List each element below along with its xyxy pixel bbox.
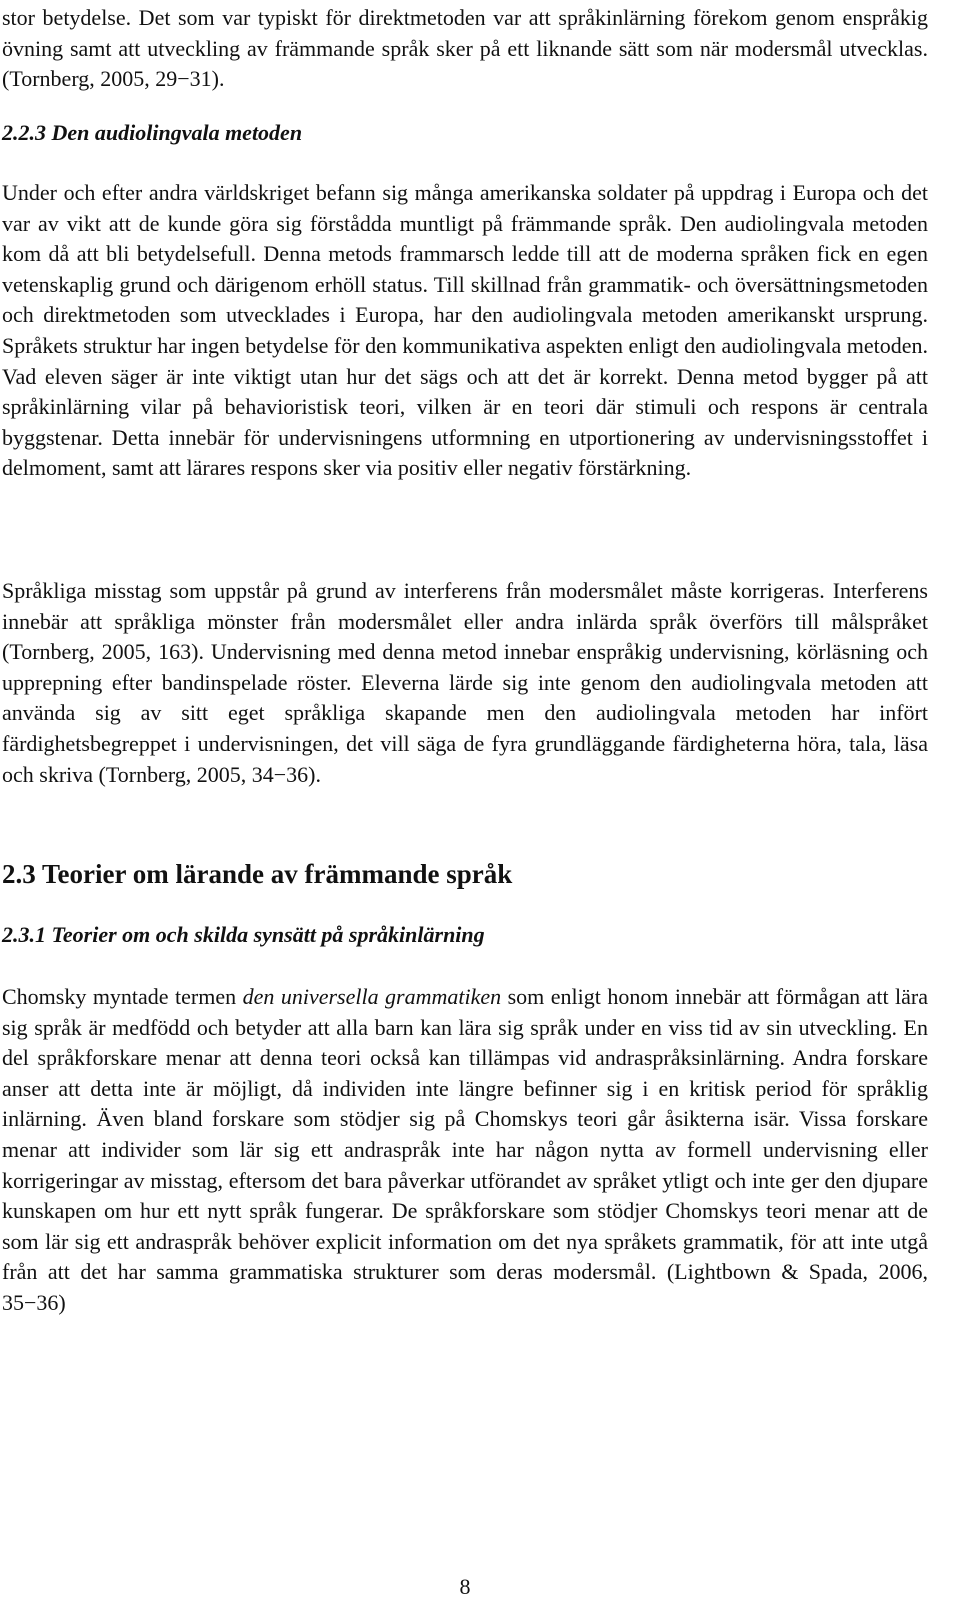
section-heading-2-3: 2.3 Teorier om lärande av främmande språk [2, 859, 513, 889]
italic-term: den universella grammatiken [242, 984, 502, 1009]
paragraph-text: stor betydelse. Det som var typiskt för direktmetoden var att språkinlärning förekom genom enspråkig övning samt att utveckling av främmande språk sker på ett liknande sätt som när modersmål utvecklas. (Tornberg, 2005, 29−31). [2, 5, 928, 92]
page-number: 8 [459, 1574, 471, 1599]
paragraph-audiolingval-2 [2, 576, 928, 790]
paragraph-text: Under och efter andra världskriget befann sig många amerikanska soldater på uppdrag i Europa och det var av vikt att de kunde göra sig förstådda muntligt på främmande språk. Den audiolingvala metoden kom då att bli betydelsefull. Denna metods frammarsch ledde till att de moderna språken fick en egen vetenskaplig grund och därigenom erhöll status. Till skillnad från grammatik- och översättningsmetoden och direktmetoden som utvecklades i Europa, har den audiolingvala metoden amerikanskt ursprung. Språkets struktur har ingen betydelse för den kommunikativa aspekten enligt den audiolingvala metoden. Vad eleven säger är inte viktigt utan hur det sägs och att det är korrekt. Denna metod bygger på att språkinlärning vilar på behavioristisk teori, vilken är en teori där stimuli och respons är centrala byggstenar. Detta innebär för undervisningens utformning en utportionering av undervisningsstoffet i delmoment, samt att lärares respons sker via positiv eller negativ förstärkning. [2, 180, 928, 481]
paragraph-text-start: Chomsky myntade termen [2, 984, 243, 1009]
paragraph-chomsky [2, 982, 928, 1319]
paragraph-text-rest: som enligt honom innebär att förmågan att lära sig språk är medfödd och betyder att alla barn kan lära sig språk under en viss tid av sin utveckling. En del språkforskare menar att denna teori också kan tillämpas vid andraspråksinlärning. Andra forskare anser att detta inte är möjligt, då individen inte längre befinner sig i en kritisk period för språklig inlärning. Även bland forskare som stödjer sig på Chomskys teori går åsikterna isär. Vissa forskare menar att individer som lär sig ett andraspråk inte har någon nytta av formell undervisning eller korrigeringar av misstag, eftersom det bara påverkar utförandet av språket ytligt och inte ger den djupare kunskapen om hur ett nytt språk fungerar. De språkforskare som stödjer Chomskys teori menar att de som lär sig ett andraspråk behöver explicit information om det nya språkets grammatik, för att inte utgå från att det har samma grammatiska strukturer som deras modersmål. (Lightbown & Spada, 2006, 35−36) [2, 984, 928, 1315]
paragraph-audiolingval-1 [2, 178, 928, 484]
paragraph-direktmetoden-end [2, 3, 928, 95]
section-heading-2-2-3: 2.2.3 Den audiolingvala metoden [2, 120, 303, 145]
paragraph-text: Språkliga misstag som uppstår på grund av interferens från modersmålet måste korrigeras. Interferens innebär att språkliga mönster från modersmålet eller andra inlärda språk överförs till målspråket (Tornberg, 2005, 163). Undervisning med denna metod innebar enspråkig undervisning, körläsning och upprepning efter bandinspelade röster. Eleverna lärde sig inte genom den audiolingvala metoden att använda sig av sitt eget språkliga skapande men den audiolingvala metoden har infört färdighetsbegreppet i undervisningen, det vill säga de fyra grundläggande färdigheterna höra, tala, läsa och skriva (Tornberg, 2005, 34−36). [2, 578, 928, 787]
section-heading-2-3-1: 2.3.1 Teorier om och skilda synsätt på språkinlärning [2, 922, 485, 947]
